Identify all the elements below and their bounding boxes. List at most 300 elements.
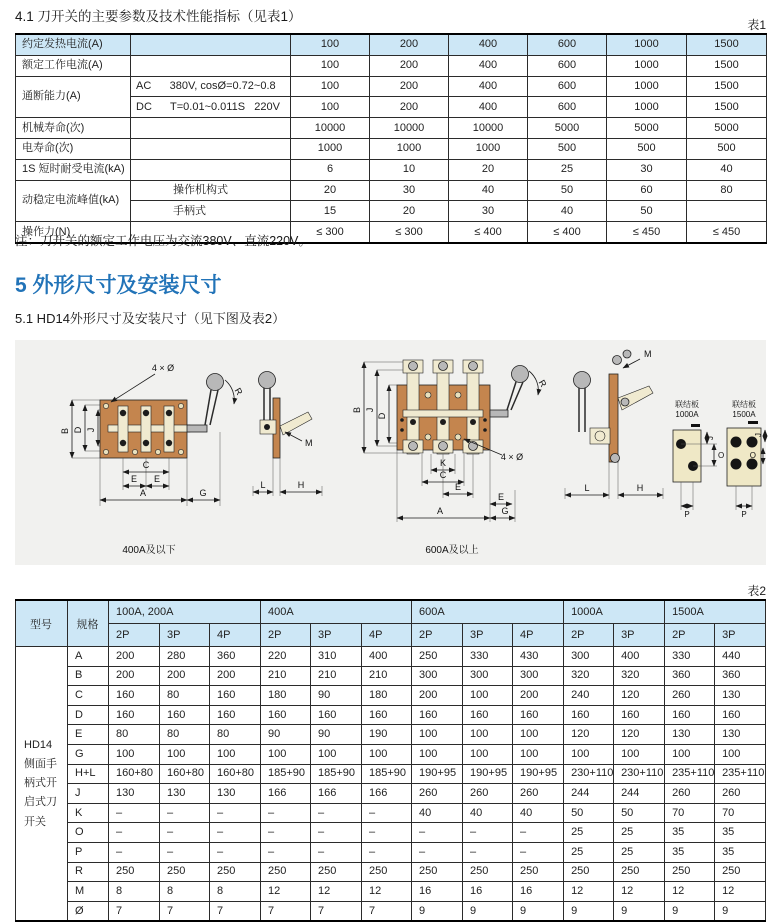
table2-value-cell: 260 bbox=[665, 686, 715, 706]
table1-label-cell: 机械寿命(次) bbox=[16, 118, 131, 139]
table2-spec-header: 规格 bbox=[68, 600, 109, 647]
table2-value-cell: 120 bbox=[614, 686, 665, 706]
table2-value-cell: 230+110 bbox=[564, 764, 614, 784]
dim-label-R: R bbox=[232, 386, 245, 397]
table2-value-cell: 9 bbox=[564, 901, 614, 921]
table2-dim-name-cell: M bbox=[68, 882, 109, 902]
dim-label-O: O bbox=[718, 451, 725, 460]
table1-value-cell: 1000 bbox=[291, 138, 370, 159]
table2-value-cell: 250 bbox=[463, 862, 513, 882]
table2-value-cell: 9 bbox=[412, 901, 463, 921]
dim-label-E: E bbox=[497, 492, 505, 502]
table2-value-cell: 180 bbox=[261, 686, 311, 706]
table2-value-cell: 70 bbox=[715, 803, 766, 823]
table2-value-cell: – bbox=[109, 842, 160, 862]
table2-value-cell: 166 bbox=[362, 784, 412, 804]
table2-value-cell: 9 bbox=[513, 901, 564, 921]
table2-value-cell: 12 bbox=[564, 882, 614, 902]
table2-value-cell: 250 bbox=[362, 862, 412, 882]
table1-value-cell: 200 bbox=[370, 97, 449, 118]
table2-dim-name-cell: P bbox=[68, 842, 109, 862]
table2-value-cell: 35 bbox=[665, 823, 715, 843]
handle-side-mounted bbox=[187, 374, 245, 433]
dim-label-E: E bbox=[130, 474, 138, 484]
table2-value-cell: 320 bbox=[614, 666, 665, 686]
table2-value-cell: 80 bbox=[109, 725, 160, 745]
table1-value-cell: 1000 bbox=[607, 76, 687, 97]
table2-value-cell: 90 bbox=[311, 686, 362, 706]
dim-label-P: P bbox=[684, 510, 690, 519]
table2-value-cell: 185+90 bbox=[362, 764, 412, 784]
table2-value-cell: 235+110 bbox=[715, 764, 766, 784]
table2-value-cell: 9 bbox=[665, 901, 715, 921]
dim-label-G: G bbox=[501, 506, 509, 516]
table2-value-cell: – bbox=[311, 803, 362, 823]
table2-value-cell: 230+110 bbox=[614, 764, 665, 784]
table2-value-cell: 160 bbox=[311, 705, 362, 725]
table1-value-cell: 50 bbox=[607, 201, 687, 222]
table2-value-cell: 160 bbox=[160, 705, 210, 725]
table1-value-cell: ≤ 400 bbox=[449, 222, 528, 243]
dim-label-L: L bbox=[260, 480, 266, 490]
table2-value-cell: 25 bbox=[614, 842, 665, 862]
table1-value-cell: 30 bbox=[449, 201, 528, 222]
table2-value-cell: 210 bbox=[261, 666, 311, 686]
table1-value-cell: 5000 bbox=[607, 118, 687, 139]
table2-value-cell: 250 bbox=[412, 862, 463, 882]
table2-value-cell: 260 bbox=[412, 784, 463, 804]
table1-value-cell: 200 bbox=[370, 34, 449, 55]
table2-value-cell: 166 bbox=[311, 784, 362, 804]
table1-value-cell bbox=[687, 201, 767, 222]
table1-value-cell: 5000 bbox=[687, 118, 767, 139]
table2-value-cell: 244 bbox=[564, 784, 614, 804]
table2-value-cell: 120 bbox=[564, 725, 614, 745]
table2-value-cell: 7 bbox=[311, 901, 362, 921]
table2-value-cell: 100 bbox=[513, 744, 564, 764]
table2-pole-header: 3P bbox=[614, 624, 665, 647]
table1-label-cell: 操作力(N) bbox=[16, 222, 131, 243]
table2-value-cell: 25 bbox=[614, 823, 665, 843]
table1-value-cell: 1500 bbox=[687, 55, 767, 76]
table2-value-cell: 9 bbox=[614, 901, 665, 921]
table1-sub-cell bbox=[131, 34, 291, 55]
table2-pole-header: 2P bbox=[564, 624, 614, 647]
table2-value-cell: 185+90 bbox=[261, 764, 311, 784]
table2-row bbox=[16, 647, 766, 667]
table1-value-cell: 600 bbox=[528, 97, 607, 118]
table2-value-cell: 100 bbox=[311, 744, 362, 764]
table1-value-cell: 200 bbox=[370, 55, 449, 76]
dimension-drawing-panel bbox=[15, 340, 766, 565]
table2-value-cell: 160+80 bbox=[109, 764, 160, 784]
table2-row bbox=[16, 842, 766, 862]
table2-value-cell: 130 bbox=[210, 784, 261, 804]
table2-value-cell: 100 bbox=[513, 725, 564, 745]
outline-drawing bbox=[15, 340, 766, 565]
table2-rating-group-header: 400A bbox=[261, 600, 412, 624]
table2-value-cell: 166 bbox=[261, 784, 311, 804]
table2-value-cell: 130 bbox=[715, 686, 766, 706]
table1-value-cell: 10000 bbox=[449, 118, 528, 139]
table2-value-cell: 310 bbox=[311, 647, 362, 667]
link-plate-1500a bbox=[727, 399, 765, 519]
table2-value-cell: 8 bbox=[160, 882, 210, 902]
table1-value-cell: 600 bbox=[528, 76, 607, 97]
table2-value-cell: 200 bbox=[513, 686, 564, 706]
table1-row bbox=[16, 180, 767, 201]
table2-value-cell: 130 bbox=[665, 725, 715, 745]
drawing-400a-front-view bbox=[60, 363, 245, 506]
table2-value-cell: 260 bbox=[665, 784, 715, 804]
dim-label-J: J bbox=[706, 436, 715, 440]
table2-value-cell: 100 bbox=[614, 744, 665, 764]
table2-value-cell: 90 bbox=[261, 725, 311, 745]
table1-value-cell: 50 bbox=[528, 180, 607, 201]
table2-value-cell: 100 bbox=[261, 744, 311, 764]
table1-value-cell: 6 bbox=[291, 159, 370, 180]
table2-value-cell: 250 bbox=[513, 862, 564, 882]
drawing-400a-side-view bbox=[253, 372, 322, 497]
table2-value-cell: 35 bbox=[665, 842, 715, 862]
table2-value-cell: – bbox=[362, 842, 412, 862]
table2-value-cell: – bbox=[463, 842, 513, 862]
table2-pole-header: 4P bbox=[362, 624, 412, 647]
table2 bbox=[15, 599, 766, 922]
table1-value-cell: 30 bbox=[607, 159, 687, 180]
table2-value-cell: 200 bbox=[109, 647, 160, 667]
table2-value-cell: 12 bbox=[614, 882, 665, 902]
table2-row bbox=[16, 862, 766, 882]
table2-value-cell: 7 bbox=[362, 901, 412, 921]
table2-value-cell: 100 bbox=[463, 725, 513, 745]
table2-pole-header-row bbox=[16, 624, 766, 647]
table2-value-cell: 16 bbox=[412, 882, 463, 902]
table1-sub-cell bbox=[131, 138, 291, 159]
table2-value-cell: 100 bbox=[109, 744, 160, 764]
table1-value-cell: 60 bbox=[607, 180, 687, 201]
table2-row bbox=[16, 823, 766, 843]
table2-value-cell: 430 bbox=[513, 647, 564, 667]
table1-value-cell: 10000 bbox=[370, 118, 449, 139]
section-5-heading: 5 外形尺寸及安装尺寸 bbox=[15, 274, 222, 297]
table2-value-cell: – bbox=[109, 803, 160, 823]
table2-value-cell: 160 bbox=[715, 705, 766, 725]
table1-value-cell: 400 bbox=[449, 34, 528, 55]
table2-value-cell: 200 bbox=[160, 666, 210, 686]
table2-row bbox=[16, 686, 766, 706]
table2-value-cell: 100 bbox=[210, 744, 261, 764]
table1-value-cell: 20 bbox=[449, 159, 528, 180]
table2-value-cell: 100 bbox=[412, 744, 463, 764]
table2-dim-name-cell: Ø bbox=[68, 901, 109, 921]
table1-value-cell: 40 bbox=[687, 159, 767, 180]
table2-value-cell: – bbox=[210, 823, 261, 843]
table2-value-cell: 235+110 bbox=[665, 764, 715, 784]
table2-value-cell: 100 bbox=[564, 744, 614, 764]
table2-value-cell: 160 bbox=[412, 705, 463, 725]
table1-row bbox=[16, 34, 767, 55]
table2-row bbox=[16, 803, 766, 823]
plate-label: 1500A bbox=[732, 410, 756, 419]
dim-label-E: E bbox=[454, 482, 462, 492]
table2-value-cell: 240 bbox=[564, 686, 614, 706]
table2-pole-header: 3P bbox=[715, 624, 766, 647]
table1-value-cell: 400 bbox=[449, 76, 528, 97]
table1-value-cell: 1000 bbox=[370, 138, 449, 159]
section-51-title: 5.1 HD14外形尺寸及安装尺寸（见下图及表2） bbox=[15, 311, 286, 326]
table2-value-cell: 70 bbox=[665, 803, 715, 823]
table2-value-cell: 210 bbox=[362, 666, 412, 686]
table2-value-cell: 160 bbox=[210, 705, 261, 725]
table1-row bbox=[16, 118, 767, 139]
table2-value-cell: – bbox=[311, 842, 362, 862]
table2-value-cell: 130 bbox=[160, 784, 210, 804]
table1-label-cell: 电寿命(次) bbox=[16, 138, 131, 159]
table1-value-cell: 10000 bbox=[291, 118, 370, 139]
table2-value-cell: 35 bbox=[715, 842, 766, 862]
dim-label-H: H bbox=[636, 483, 644, 493]
link-plate-1000a bbox=[673, 399, 724, 519]
table2-value-cell: 200 bbox=[210, 666, 261, 686]
table2-value-cell: – bbox=[362, 803, 412, 823]
table2-tag: 表2 bbox=[747, 584, 766, 598]
table1-value-cell: ≤ 450 bbox=[607, 222, 687, 243]
table2-rating-group-header: 600A bbox=[412, 600, 564, 624]
table2-model-cell: HD14 侧面手柄式开启式刀开关 bbox=[16, 647, 68, 922]
table2-pole-header: 2P bbox=[109, 624, 160, 647]
table2-value-cell: 7 bbox=[210, 901, 261, 921]
table2-row bbox=[16, 666, 766, 686]
dim-label-O: O bbox=[749, 451, 756, 460]
table1-row bbox=[16, 76, 767, 97]
table2-value-cell: – bbox=[463, 823, 513, 843]
table2-pole-header: 2P bbox=[412, 624, 463, 647]
table1-sub-cell: AC 380V, cosØ=0.72~0.8 bbox=[131, 76, 291, 97]
table2-pole-header: 2P bbox=[665, 624, 715, 647]
dim-label-K: K bbox=[439, 458, 447, 468]
table1-value-cell: 25 bbox=[528, 159, 607, 180]
table2-value-cell: 160 bbox=[463, 705, 513, 725]
table2-value-cell: 250 bbox=[715, 862, 766, 882]
table1-value-cell: 20 bbox=[291, 180, 370, 201]
table2-value-cell: 244 bbox=[614, 784, 665, 804]
table2-value-cell: 9 bbox=[715, 901, 766, 921]
table2-value-cell: – bbox=[261, 823, 311, 843]
table1-value-cell: ≤ 400 bbox=[528, 222, 607, 243]
table2-value-cell: 100 bbox=[463, 686, 513, 706]
table2-value-cell: 80 bbox=[160, 686, 210, 706]
table1-value-cell: 100 bbox=[291, 97, 370, 118]
table2-value-cell: 12 bbox=[665, 882, 715, 902]
table1-value-cell: 1500 bbox=[687, 97, 767, 118]
table2-value-cell: 330 bbox=[665, 647, 715, 667]
table1-value-cell: 1500 bbox=[687, 34, 767, 55]
table2-value-cell: 260 bbox=[715, 784, 766, 804]
table2-row bbox=[16, 901, 766, 921]
table2-value-cell: 200 bbox=[109, 666, 160, 686]
table2-value-cell: 300 bbox=[513, 666, 564, 686]
dim-label-H: H bbox=[297, 480, 305, 490]
table2-value-cell: 100 bbox=[412, 725, 463, 745]
table2-head bbox=[16, 600, 766, 647]
table2-value-cell: – bbox=[311, 823, 362, 843]
drawing-600a-side-view bbox=[565, 349, 663, 499]
table2-value-cell: 300 bbox=[564, 647, 614, 667]
table2-value-cell: 360 bbox=[210, 647, 261, 667]
table1-value-cell: 500 bbox=[607, 138, 687, 159]
table2-value-cell: – bbox=[261, 803, 311, 823]
table2-value-cell: 12 bbox=[261, 882, 311, 902]
hole-callout: 4 × Ø bbox=[151, 363, 175, 373]
table1-value-cell: 100 bbox=[291, 55, 370, 76]
table2-value-cell: 250 bbox=[109, 862, 160, 882]
table1-value-cell: 400 bbox=[449, 55, 528, 76]
table1-sub-cell bbox=[131, 118, 291, 139]
table1-sub-cell: DC T=0.01~0.011S 220V bbox=[131, 97, 291, 118]
plate-label: 联结板 bbox=[675, 400, 699, 409]
table1-value-cell: ≤ 450 bbox=[687, 222, 767, 243]
table2-value-cell: 250 bbox=[160, 862, 210, 882]
hole-callout: 4 × Ø bbox=[500, 452, 524, 462]
table2-value-cell: 250 bbox=[412, 647, 463, 667]
dim-label-G: G bbox=[199, 488, 207, 498]
dim-label-C: C bbox=[439, 470, 447, 480]
table2-value-cell: 185+90 bbox=[311, 764, 362, 784]
table1-value-cell: 1000 bbox=[449, 138, 528, 159]
table2-value-cell: 35 bbox=[715, 823, 766, 843]
table2-value-cell: 320 bbox=[564, 666, 614, 686]
table2-value-cell: – bbox=[160, 842, 210, 862]
table2-value-cell: 160+80 bbox=[210, 764, 261, 784]
table2-rating-group-header: 1500A bbox=[665, 600, 766, 624]
switch-poles bbox=[403, 360, 483, 454]
table2-value-cell: 160 bbox=[261, 705, 311, 725]
table2-value-cell: 9 bbox=[463, 901, 513, 921]
table2-value-cell: – bbox=[210, 803, 261, 823]
handle-side-mounted bbox=[490, 366, 549, 418]
table2-value-cell: 100 bbox=[160, 744, 210, 764]
table2-value-cell: – bbox=[412, 823, 463, 843]
table2-value-cell: 360 bbox=[665, 666, 715, 686]
table2-value-cell: 8 bbox=[210, 882, 261, 902]
table2-value-cell: 25 bbox=[564, 823, 614, 843]
dim-label-M: M bbox=[644, 349, 652, 359]
table2-value-cell: 100 bbox=[362, 744, 412, 764]
table2-value-cell: – bbox=[160, 823, 210, 843]
table1-value-cell: 1500 bbox=[687, 76, 767, 97]
caption-400a: 400A及以下 bbox=[122, 545, 176, 556]
table2-value-cell: 200 bbox=[412, 686, 463, 706]
table2-value-cell: – bbox=[109, 823, 160, 843]
table2-pole-header: 2P bbox=[261, 624, 311, 647]
table2-pole-header: 3P bbox=[463, 624, 513, 647]
table2-value-cell: 160 bbox=[109, 686, 160, 706]
table1-value-cell: 200 bbox=[370, 76, 449, 97]
dim-label-P: P bbox=[741, 510, 747, 519]
table1-value-cell: 100 bbox=[291, 76, 370, 97]
table2-value-cell: 250 bbox=[564, 862, 614, 882]
table2-value-cell: 280 bbox=[160, 647, 210, 667]
table2-value-cell: 40 bbox=[513, 803, 564, 823]
table2-value-cell: 16 bbox=[513, 882, 564, 902]
table2-dim-name-cell: A bbox=[68, 647, 109, 667]
table1-row bbox=[16, 138, 767, 159]
table2-value-cell: 210 bbox=[311, 666, 362, 686]
table2-value-cell: 120 bbox=[614, 725, 665, 745]
table2-value-cell: 12 bbox=[362, 882, 412, 902]
dim-label-L: L bbox=[584, 483, 590, 493]
dim-label-J: J bbox=[754, 433, 763, 437]
plate-label: 联结板 bbox=[732, 400, 756, 409]
table1-label-cell: 额定工作电流(A) bbox=[16, 55, 131, 76]
table2-value-cell: – bbox=[261, 842, 311, 862]
table2-dim-name-cell: D bbox=[68, 705, 109, 725]
table2-value-cell: 40 bbox=[463, 803, 513, 823]
table2-model-header: 型号 bbox=[16, 600, 68, 647]
footnote: 注：刀开关的额定工作电压为交流380V、直流220V。 bbox=[15, 234, 311, 248]
table2-value-cell: 25 bbox=[564, 842, 614, 862]
drawing-600a-front-view bbox=[352, 360, 549, 522]
table2-row bbox=[16, 882, 766, 902]
table2-value-cell: 250 bbox=[311, 862, 362, 882]
table1-value-cell: 5000 bbox=[528, 118, 607, 139]
table1-value-cell: 500 bbox=[687, 138, 767, 159]
table1-sub-cell: 手柄式 bbox=[131, 201, 291, 222]
table2-dim-name-cell: O bbox=[68, 823, 109, 843]
table2-value-cell: 300 bbox=[412, 666, 463, 686]
table2-value-cell: 12 bbox=[715, 882, 766, 902]
table2-rating-group-header: 1000A bbox=[564, 600, 665, 624]
section-41-title: 4.1 刀开关的主要参数及技术性能指标（见表1） bbox=[15, 9, 302, 24]
table2-value-cell: 50 bbox=[614, 803, 665, 823]
dim-label-B: B bbox=[352, 406, 362, 414]
dim-label-C: C bbox=[142, 460, 150, 470]
table1-label-cell: 约定发热电流(A) bbox=[16, 34, 131, 55]
table1-label-cell: 动稳定电流峰值(kA) bbox=[16, 180, 131, 222]
table2-value-cell: 100 bbox=[665, 744, 715, 764]
table1-label-cell: 1S 短时耐受电流(kA) bbox=[16, 159, 131, 180]
table1-value-cell: 1000 bbox=[607, 55, 687, 76]
table2-value-cell: 330 bbox=[463, 647, 513, 667]
table2-value-cell: 190 bbox=[362, 725, 412, 745]
table1-value-cell: 30 bbox=[370, 180, 449, 201]
table1-value-cell: ≤ 300 bbox=[291, 222, 370, 243]
table1-value-cell: 600 bbox=[528, 55, 607, 76]
table1-sub-cell bbox=[131, 55, 291, 76]
table2-dim-name-cell: R bbox=[68, 862, 109, 882]
dim-label-B: B bbox=[60, 427, 70, 435]
dim-label-M: M bbox=[305, 438, 313, 448]
table2-value-cell: 220 bbox=[261, 647, 311, 667]
table2-dim-name-cell: G bbox=[68, 744, 109, 764]
table2-value-cell: 7 bbox=[109, 901, 160, 921]
table2-dim-name-cell: K bbox=[68, 803, 109, 823]
table2-row bbox=[16, 744, 766, 764]
table2-row bbox=[16, 705, 766, 725]
table2-value-cell: – bbox=[160, 803, 210, 823]
table2-value-cell: 260 bbox=[463, 784, 513, 804]
table2-value-cell: 7 bbox=[160, 901, 210, 921]
dim-label-R: R bbox=[536, 378, 549, 389]
table2-value-cell: 250 bbox=[614, 862, 665, 882]
table2-value-cell: 400 bbox=[362, 647, 412, 667]
dim-label-A: A bbox=[436, 506, 444, 516]
table2-value-cell: 250 bbox=[210, 862, 261, 882]
table2-row bbox=[16, 764, 766, 784]
table2-value-cell: 250 bbox=[665, 862, 715, 882]
table1-value-cell: 40 bbox=[449, 180, 528, 201]
